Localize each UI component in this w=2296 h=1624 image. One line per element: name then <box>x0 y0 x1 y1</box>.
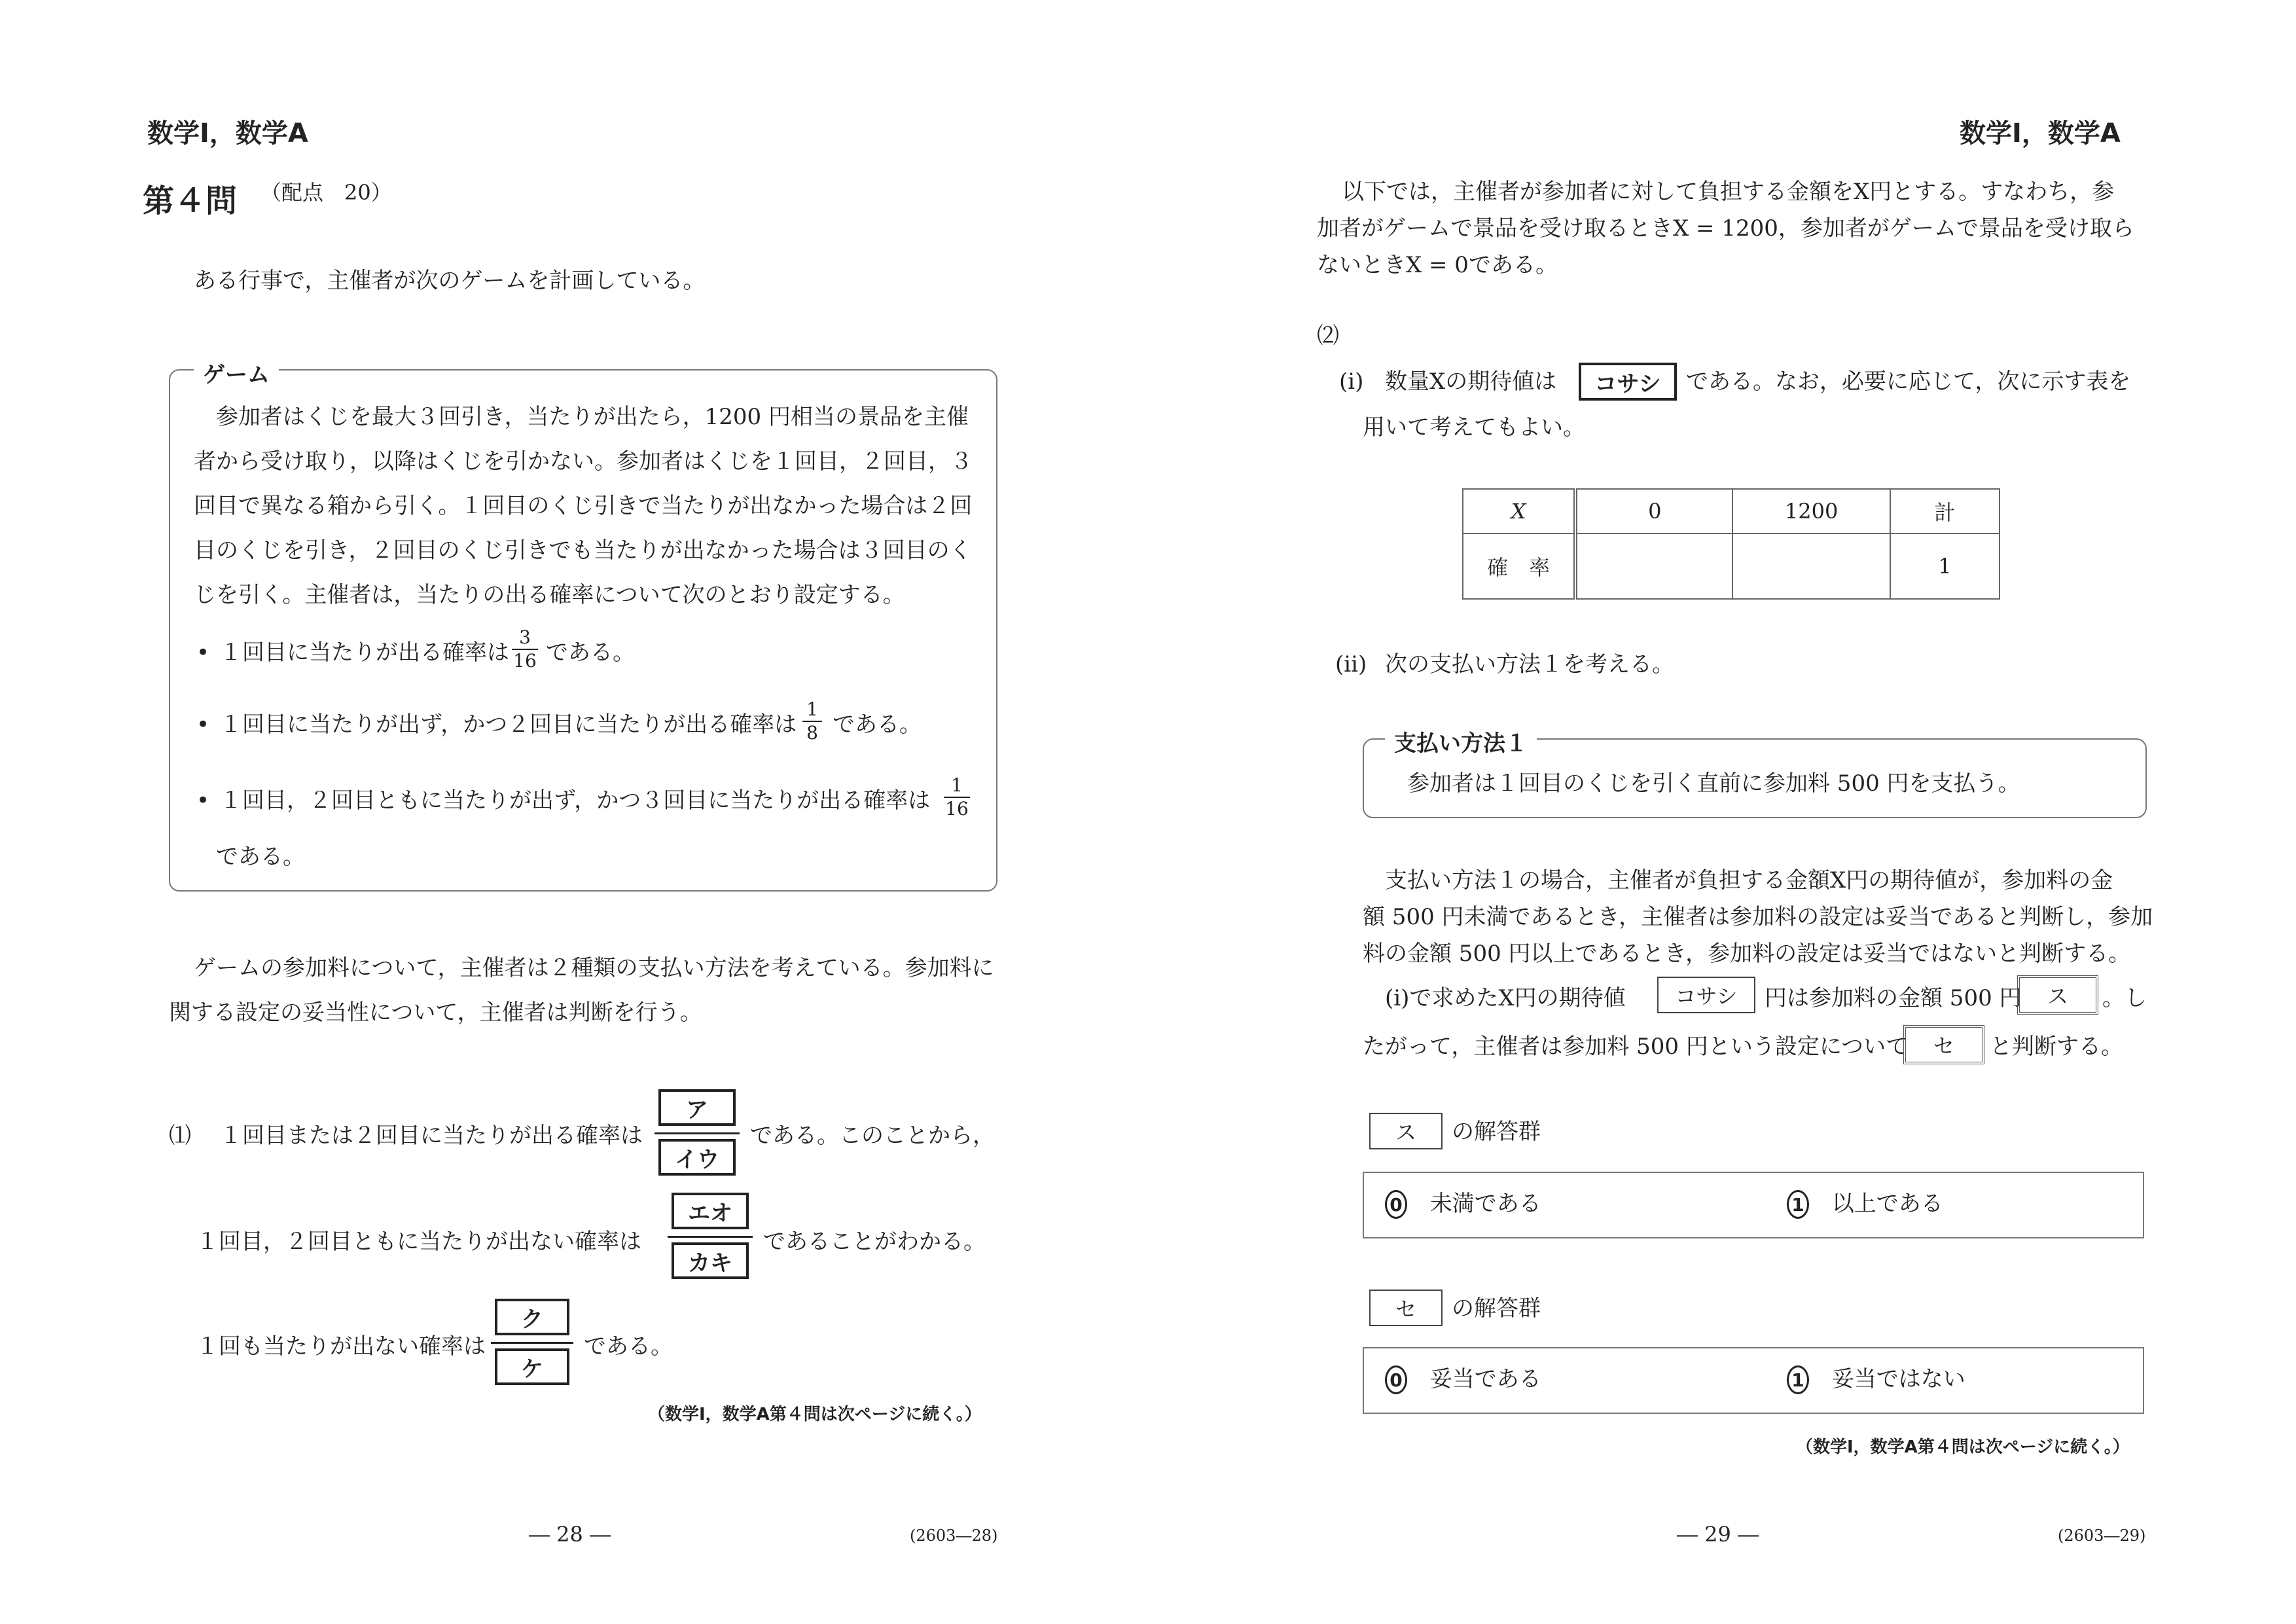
left-page-header: 数学Ⅰ，数学A <box>147 118 308 149</box>
q2i-text: 数量Xの期待値は <box>1385 369 1557 395</box>
answer-box-a[interactable]: ア <box>658 1089 736 1126</box>
ref-box-kosashi: コサシ <box>1657 977 1755 1013</box>
answer-box-su[interactable]: ス <box>2017 975 2098 1015</box>
q1-line3: １回も当たりが出ない確率は <box>196 1333 486 1360</box>
problem-title: 第４問 <box>143 183 238 219</box>
fraction-bar <box>655 1132 740 1134</box>
fraction-denominator: 8 <box>806 722 818 744</box>
method-box-text: 参加者は１回目のくじを引く直前に参加料 500 円を支払う。 <box>1407 770 2020 797</box>
choice-text: 未満である <box>1429 1191 1541 1217</box>
left-continued-note: （数学Ⅰ，数学A第４問は次ページに続く。） <box>648 1405 982 1424</box>
game-box-legend: ゲーム <box>194 357 279 389</box>
para2-line2: 関する設定の妥当性について，主催者は判断を行う。 <box>169 1000 702 1026</box>
q2ii-text: 次の支払い方法１を考える。 <box>1385 651 1674 677</box>
choice-text: 妥当ではない <box>1831 1366 1965 1392</box>
probability-table <box>1462 488 2000 600</box>
left-page-code: (2603―28) <box>910 1526 998 1545</box>
bullet-1-end: である。 <box>546 640 635 666</box>
table-cell[interactable] <box>1732 533 1890 599</box>
right-page-code: (2603―29) <box>2058 1526 2146 1545</box>
fraction-1-8 <box>802 700 822 742</box>
bullet-dot: • <box>196 640 210 666</box>
game-line: 目のくじを引き，２回目のくじ引きでも当たりが出なかった場合は３回目のく <box>194 537 972 564</box>
game-line: 者から受け取り，以降はくじを引かない。参加者はくじを１回目，２回目，３ <box>194 448 973 475</box>
fraction-denominator: 16 <box>945 798 969 820</box>
answer-box-eo[interactable]: エオ <box>672 1193 749 1229</box>
para-line5-b: と判断する。 <box>1990 1034 2123 1060</box>
bullet-3-end: である。 <box>216 844 305 870</box>
q1-line2-end: であることがわかる。 <box>763 1229 986 1255</box>
choice-text: 妥当である <box>1429 1366 1541 1392</box>
fraction-numerator: 3 <box>519 626 531 648</box>
right-intro-line3: ないときX = 0である。 <box>1317 252 1558 278</box>
para-line1: 支払い方法１の場合，主催者が負担する金額X円の期待値が，参加料の金 <box>1385 867 2113 893</box>
method-box-legend: 支払い方法１ <box>1385 725 1537 757</box>
q2i-end: である。なお，必要に応じて，次に示す表を <box>1686 369 2131 395</box>
left-page-number: ― 28 ― <box>529 1522 611 1547</box>
bullet-3-text: １回目，２回目ともに当たりが出ず，かつ３回目に当たりが出る確率は <box>220 787 931 814</box>
intro-text: ある行事で，主催者が次のゲームを計画している。 <box>194 268 706 294</box>
choice-number-1: 1 <box>1787 1365 1809 1394</box>
bullet-dot: • <box>196 787 210 814</box>
para-line4-c: 。し <box>2102 985 2147 1011</box>
q1-line1: １回目または２回目に当たりが出る確率は <box>220 1123 643 1149</box>
table-cell: 1 <box>1890 533 2000 599</box>
q2i-line2: 用いて考えてもよい。 <box>1363 414 1585 441</box>
bullet-2-text: １回目に当たりが出ず，かつ２回目に当たりが出る確率は <box>220 712 797 738</box>
answer-box-ke[interactable]: ケ <box>495 1348 569 1385</box>
su-group-label: の解答群 <box>1452 1119 1541 1145</box>
fraction-denominator: 16 <box>513 650 537 672</box>
fraction-numerator: 1 <box>951 774 963 796</box>
right-intro-line1: 以下では，主催者が参加者に対して負担する金額をX円とする。すなわち，参 <box>1342 179 2115 205</box>
q1-line1-end: である。このことから， <box>750 1123 995 1149</box>
bullet-2-end: である。 <box>833 712 922 738</box>
right-intro-line2: 加者がゲームで景品を受け取るときX = 1200，参加者がゲームで景品を受け取ら <box>1317 215 2134 242</box>
game-line: 参加者はくじを最大３回引き，当たりが出たら，1200 円相当の景品を主催 <box>216 404 969 430</box>
answer-box-ku[interactable]: ク <box>495 1299 569 1335</box>
right-page-header: 数学Ⅰ，数学A <box>1960 118 2121 149</box>
table-header-cell: 1200 <box>1732 489 1890 533</box>
q2-label: ⑵ <box>1317 323 1339 349</box>
fraction-bar <box>668 1236 753 1238</box>
bullet-1-text: １回目に当たりが出る確率は <box>220 640 509 666</box>
para2-line1: ゲームの参加料について，主催者は２種類の支払い方法を考えている。参加料に <box>194 955 994 981</box>
q2i-label: (i) <box>1339 369 1364 395</box>
table-row-label: 確 率 <box>1463 533 1575 599</box>
table-header-x: X <box>1463 489 1575 533</box>
fraction-1-16 <box>944 776 970 818</box>
fraction-bar <box>491 1342 573 1344</box>
para-line3: 料の金額 500 円以上であるとき，参加料の設定は妥当ではないと判断する。 <box>1363 941 2131 967</box>
table-header-total: 計 <box>1890 489 2000 533</box>
su-choice-1[interactable] <box>1787 1190 1943 1219</box>
game-line: 回目で異なる箱から引く。１回目のくじ引きで当たりが出なかった場合は２回 <box>194 493 973 519</box>
su-group-box: ス <box>1369 1113 1443 1149</box>
problem-points: （配点 20） <box>260 180 392 205</box>
q1-line2: １回目，２回目ともに当たりが出ない確率は <box>196 1229 641 1255</box>
para-line2: 額 500 円未満であるとき，主催者は参加料の設定は妥当であると判断し，参加 <box>1363 904 2153 930</box>
answer-box-se[interactable]: セ <box>1903 1025 1984 1064</box>
choice-number-0: 0 <box>1385 1190 1407 1219</box>
se-choice-1[interactable] <box>1787 1365 1965 1394</box>
right-continued-note: （数学Ⅰ，数学A第４問は次ページに続く。） <box>1796 1437 2130 1457</box>
answer-box-kosashi[interactable]: コサシ <box>1579 363 1677 401</box>
q1-label: ⑴ <box>169 1123 191 1149</box>
choice-number-0: 0 <box>1385 1365 1407 1394</box>
q1-line3-end: である。 <box>584 1333 673 1360</box>
table-header-cell: 0 <box>1575 489 1732 533</box>
answer-box-kaki[interactable]: カキ <box>672 1242 749 1279</box>
choice-number-1: 1 <box>1787 1190 1809 1219</box>
para-line4-a: (i)で求めたX円の期待値 <box>1385 985 1626 1011</box>
q2ii-label: (ii) <box>1335 651 1367 677</box>
table-cell[interactable] <box>1575 533 1732 599</box>
su-choice-0[interactable] <box>1385 1190 1541 1219</box>
para-line4-b: 円は参加料の金額 500 円 <box>1765 985 2022 1011</box>
se-group-label: の解答群 <box>1452 1295 1541 1322</box>
fraction-3-16 <box>512 628 538 670</box>
answer-box-iu[interactable]: イウ <box>658 1139 736 1176</box>
choice-text: 以上である <box>1831 1191 1943 1217</box>
se-choice-0[interactable] <box>1385 1365 1541 1394</box>
fraction-numerator: 1 <box>806 698 818 720</box>
right-page-number: ― 29 ― <box>1677 1522 1759 1547</box>
bullet-dot: • <box>196 712 210 738</box>
para-line5-a: たがって，主催者は参加料 500 円という設定について <box>1363 1034 1909 1060</box>
game-line: じを引く。主催者は，当たりの出る確率について次のとおり設定する。 <box>194 582 905 608</box>
se-group-box: セ <box>1369 1290 1443 1326</box>
